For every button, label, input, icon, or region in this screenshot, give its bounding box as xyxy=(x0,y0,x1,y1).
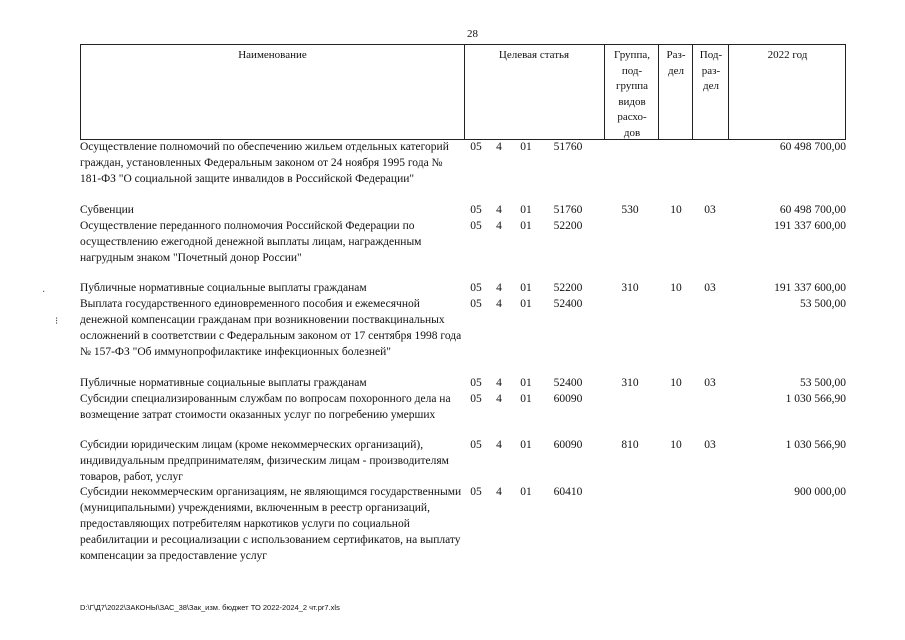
row-name: Публичные нормативные социальные выплаты гражданам xyxy=(80,377,367,389)
cell-group: 810 xyxy=(621,439,639,451)
cell-code-1: 05 xyxy=(470,377,482,389)
row-name: Субсидии некоммерческим организациям, не являющимся государственными (муниципальными) учреждениями, включенным в реестр организаций, предоставляющих потребителям наркотиков услуги по социальной реабилитации и ресоциализации с использованием сертификатов, на выплату компенсации за предоставление услуг xyxy=(80,486,462,562)
cell-code-1: 05 xyxy=(470,393,482,405)
cell-subsection: 03 xyxy=(704,377,716,389)
cell-amount: 60 498 700,00 xyxy=(779,141,846,153)
cell-code-3: 01 xyxy=(520,377,532,389)
cell-amount: 53 500,00 xyxy=(800,377,846,389)
cell-code-2: 4 xyxy=(496,141,502,153)
cell-code-2: 4 xyxy=(496,220,502,232)
row-name: Публичные нормативные социальные выплаты гражданам xyxy=(80,282,367,294)
cell-code-3: 01 xyxy=(520,439,532,451)
row-name: Осуществление полномочий по обеспечению жильем отдельных категорий граждан, установленных Федеральным законом от 24 ноября 1995 года № 181-ФЗ "О социальной защите инвалидов в Российской Федерации" xyxy=(80,141,449,185)
cell-code-4: 60410 xyxy=(553,486,583,498)
cell-amount: 60 498 700,00 xyxy=(779,204,846,216)
cell-code-2: 4 xyxy=(496,439,502,451)
row-name: Субвенции xyxy=(80,204,134,216)
cell-code-1: 05 xyxy=(470,141,482,153)
header-divider xyxy=(692,45,693,139)
cell-code-2: 4 xyxy=(496,377,502,389)
cell-code-3: 01 xyxy=(520,393,532,405)
cell-amount: 53 500,00 xyxy=(800,298,846,310)
cell-code-1: 05 xyxy=(470,220,482,232)
row-name: Субсидии юридическим лицам (кроме некоммерческих организаций), индивидуальным предпринимателям, физическим лицам - производителям товаров, работ, услуг xyxy=(80,439,449,483)
cell-code-3: 01 xyxy=(520,141,532,153)
row-name: Осуществление переданного полномочия Российской Федерации по осуществлению ежегодной денежной выплаты лицам, награжденным нагрудным знаком "Почетный донор России" xyxy=(80,220,422,264)
cell-code-1: 05 xyxy=(470,439,482,451)
row-name: Субсидии специализированным службам по вопросам похоронного дела на возмещение затрат стоимости оказанных услуг по погребению умерших xyxy=(80,393,451,421)
cell-code-1: 05 xyxy=(470,486,482,498)
header-section: Раз- дел xyxy=(666,49,686,77)
cell-amount: 1 030 566,90 xyxy=(785,439,846,451)
cell-section: 10 xyxy=(670,204,682,216)
cell-code-3: 01 xyxy=(520,204,532,216)
cell-section: 10 xyxy=(670,282,682,294)
cell-group: 310 xyxy=(621,377,639,389)
cell-section: 10 xyxy=(670,439,682,451)
header-expense-group: Группа, под- группа видов расхо- дов xyxy=(614,49,650,139)
cell-code-4: 52400 xyxy=(553,377,583,389)
cell-code-3: 01 xyxy=(520,486,532,498)
cell-code-2: 4 xyxy=(496,393,502,405)
table-header xyxy=(80,44,846,140)
cell-code-2: 4 xyxy=(496,298,502,310)
header-year: 2022 год xyxy=(767,49,808,61)
cell-code-1: 05 xyxy=(470,204,482,216)
header-divider xyxy=(658,45,659,139)
cell-code-2: 4 xyxy=(496,282,502,294)
header-target-article: Целевая статья xyxy=(498,49,570,61)
cell-code-4: 51760 xyxy=(553,141,583,153)
cell-code-2: 4 xyxy=(496,486,502,498)
cell-amount: 191 337 600,00 xyxy=(774,282,846,294)
cell-code-3: 01 xyxy=(520,282,532,294)
row-name: Выплата государственного единовременного пособия и ежемесячной денежной компенсации гражданам при возникновении поствакцинальных осложнений в соответствии с Федеральным законом от 17 сентября 1998 года № 157-ФЗ "Об иммунопрофилактике инфекционных болезней" xyxy=(80,298,462,358)
header-divider xyxy=(604,45,605,139)
cell-code-3: 01 xyxy=(520,298,532,310)
cell-code-3: 01 xyxy=(520,220,532,232)
cell-code-4: 52400 xyxy=(553,298,583,310)
cell-section: 10 xyxy=(670,377,682,389)
scan-speck: ⁝ xyxy=(55,316,59,327)
header-name: Наименование xyxy=(238,49,307,61)
cell-code-4: 60090 xyxy=(553,439,583,451)
cell-code-1: 05 xyxy=(470,282,482,294)
cell-group: 530 xyxy=(621,204,639,216)
header-subsection: Под- раз- дел xyxy=(699,49,723,92)
cell-amount: 191 337 600,00 xyxy=(774,220,846,232)
cell-amount: 900 000,00 xyxy=(794,486,846,498)
scan-speck: · xyxy=(42,287,46,298)
cell-group: 310 xyxy=(621,282,639,294)
page-number: 28 xyxy=(467,28,478,40)
cell-code-1: 05 xyxy=(470,298,482,310)
cell-subsection: 03 xyxy=(704,282,716,294)
cell-subsection: 03 xyxy=(704,204,716,216)
cell-code-4: 52200 xyxy=(553,220,583,232)
cell-code-4: 51760 xyxy=(553,204,583,216)
cell-code-4: 52200 xyxy=(553,282,583,294)
file-path-footer: D:\Г\Д7\2022\ЗАКОНЫ\ЗАС_38\Зак_изм. бюджет ТО 2022-2024_2 чт.pr7.xls xyxy=(80,603,340,612)
cell-code-4: 60090 xyxy=(553,393,583,405)
cell-subsection: 03 xyxy=(704,439,716,451)
cell-code-2: 4 xyxy=(496,204,502,216)
cell-amount: 1 030 566,90 xyxy=(785,393,846,405)
